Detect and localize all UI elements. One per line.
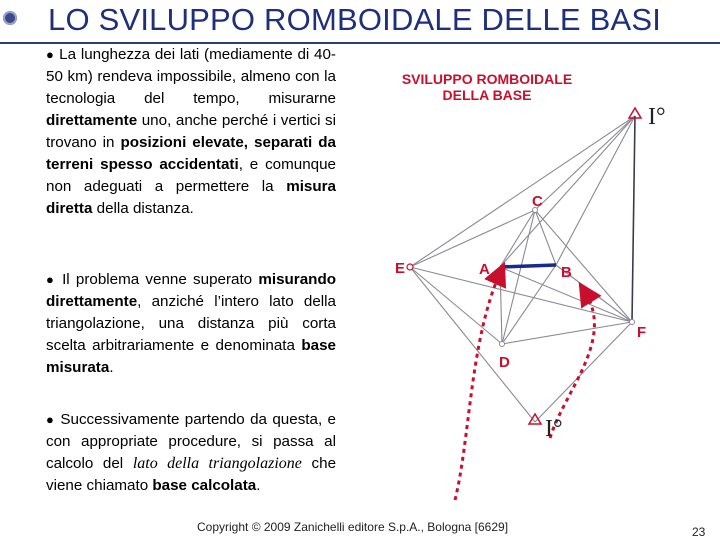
line-E-I-bottom [410, 267, 535, 422]
text-run: che viene chiamato [46, 455, 337, 494]
line-C-B [535, 210, 556, 265]
point-marker-F-icon [630, 320, 635, 325]
vertex-label-C: C [532, 193, 543, 210]
triangle-marker-I-bottom-icon [529, 414, 541, 424]
rhomboid-base-diagram [360, 60, 720, 510]
text-run: uno, anche perché i vertici si trovano in [46, 112, 336, 151]
vertex-label-E: E [395, 260, 406, 277]
vertex-label-I-bottom: I° [545, 416, 563, 442]
line-F-I-bottom [535, 322, 632, 422]
vertex-label-B: B [561, 264, 572, 281]
text-run: La lunghezza dei lati (mediamente di 40-50 km) rendeva impossibile, almeno con la tecnologia del tempo, misurarne [46, 46, 336, 107]
vertex-label-D: D [499, 354, 510, 371]
text-run: . [256, 477, 261, 494]
header-bullet-icon [3, 11, 17, 25]
line-C-E [410, 210, 535, 267]
vertex-label-A: A [479, 261, 490, 278]
bold-run: posizioni elevate, separati da terreni spesso accidentati [46, 134, 336, 173]
bold-run: base calcolata [152, 477, 257, 494]
line-I-top-F-vertical [632, 116, 635, 322]
bold-run: misurando direttamente [46, 271, 336, 310]
bullet-icon: ● [46, 47, 55, 62]
text-run: , anziché l’intero lato della triangolazione, una distanza più corta scelta arbitrariamente e denominata [46, 293, 336, 354]
copyright-notice: Copyright © 2009 Zanichelli editore S.p.A., Bologna [6629] [197, 520, 509, 534]
line-I-top-C [535, 116, 635, 210]
line-C-D [502, 210, 535, 344]
paragraph-2 [46, 269, 336, 379]
line-D-F [502, 322, 632, 344]
page-number: 23 [692, 525, 706, 539]
vertex-label-I-top: I° [648, 104, 666, 130]
slide-header [0, 0, 720, 44]
arrow-base-to-ab-icon [455, 273, 500, 500]
bold-run: base misurata [46, 337, 336, 376]
triangulation-lines [410, 116, 635, 422]
line-A-D [500, 267, 502, 344]
text-run: . [109, 359, 114, 376]
point-marker-E-icon [407, 264, 413, 270]
text-run: della distanza. [92, 200, 194, 217]
text-run: , e comunque non adeguati a permettere la [46, 156, 337, 195]
line-I-top-E [410, 116, 635, 267]
measured-base-AB [500, 265, 556, 267]
bullet-icon: ● [46, 272, 56, 287]
slide-title: LO SVILUPPO ROMBOIDALE DELLE BASI [48, 2, 662, 37]
diagram-title-line2: DELLA BASE [442, 87, 532, 103]
diagram-title-line1: SVILUPPO ROMBOIDALE [401, 71, 573, 87]
line-B-D [502, 265, 556, 344]
bullet-icon: ● [46, 412, 56, 427]
text-run: Successivamente partendo da questa, e con appropriate procedure, si passa al calcolo del [46, 411, 336, 472]
point-marker-D-icon [500, 342, 505, 347]
bold-run: misura diretta [46, 178, 336, 217]
italic-run: lato della triangolazione [132, 455, 302, 472]
text-run: Il problema venne superato [55, 271, 259, 288]
vertex-label-F: F [637, 324, 647, 341]
paragraph-3 [46, 409, 336, 497]
bold-run: direttamente [46, 112, 138, 129]
paragraph-1 [46, 44, 336, 220]
